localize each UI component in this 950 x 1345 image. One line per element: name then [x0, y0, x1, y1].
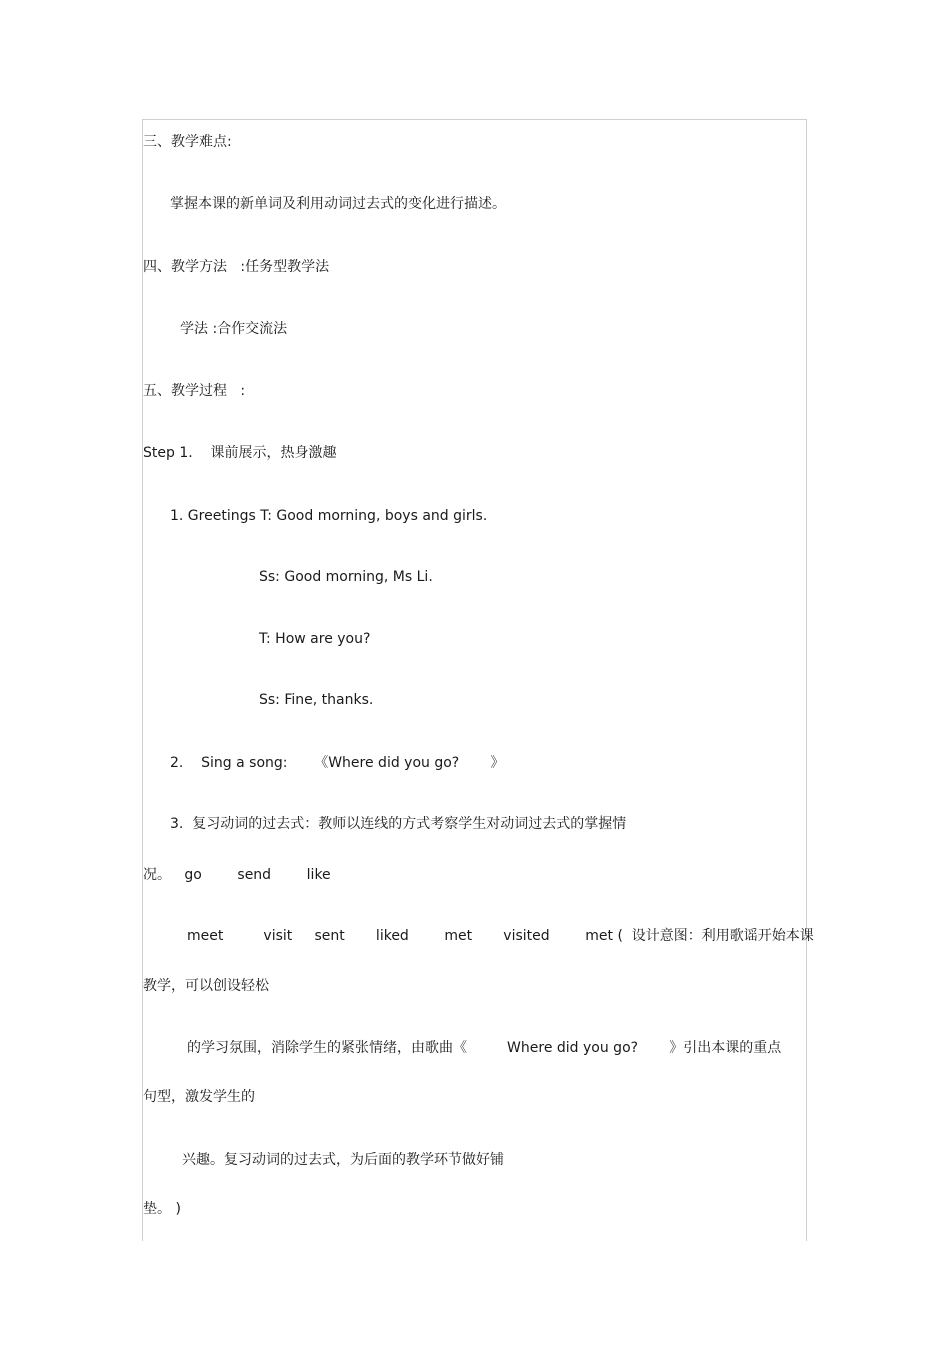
dialogue-line-2: T: How are you?: [259, 631, 371, 647]
sing-a-song-line: 2. Sing a song: 《Where did you go? 》: [170, 755, 505, 771]
design-intent-line-1: 教学，可以创设轻松: [143, 978, 269, 994]
verb-list-line-1: 况。 go send like: [143, 867, 331, 883]
verb-list-line-2: meet visit sent liked met visited met ( 设计意图：利用歌谣开始本课: [187, 928, 814, 944]
review-verbs-line: 3. 复习动词的过去式：教师以连线的方式考察学生对动词过去式的掌握情: [170, 816, 627, 832]
design-intent-line-5: 垫。 ): [143, 1201, 181, 1217]
dialogue-line-1: Ss: Good morning, Ms Li.: [259, 569, 433, 585]
section-4-heading: 四、教学方法 :任务型教学法: [143, 259, 330, 275]
section-5-heading: 五、教学过程 :: [143, 383, 246, 399]
greetings-line: 1. Greetings T: Good morning, boys and girls.: [170, 508, 488, 524]
design-intent-line-2: 的学习氛围，消除学生的紧张情绪，由歌曲《 Where did you go? 》引出本课的重点: [187, 1040, 782, 1056]
design-intent-line-4: 兴趣。复习动词的过去式，为后面的教学环节做好铺: [182, 1152, 504, 1168]
section-4-study-method: 学法 :合作交流法: [180, 321, 288, 337]
step-1-heading: Step 1. 课前展示，热身激趣: [143, 445, 337, 461]
section-3-heading: 三、教学难点:: [143, 134, 232, 150]
dialogue-line-3: Ss: Fine, thanks.: [259, 692, 374, 708]
page-frame: [142, 119, 807, 1241]
design-intent-line-3: 句型，激发学生的: [143, 1089, 255, 1105]
section-3-body: 掌握本课的新单词及利用动词过去式的变化进行描述。: [170, 196, 506, 212]
